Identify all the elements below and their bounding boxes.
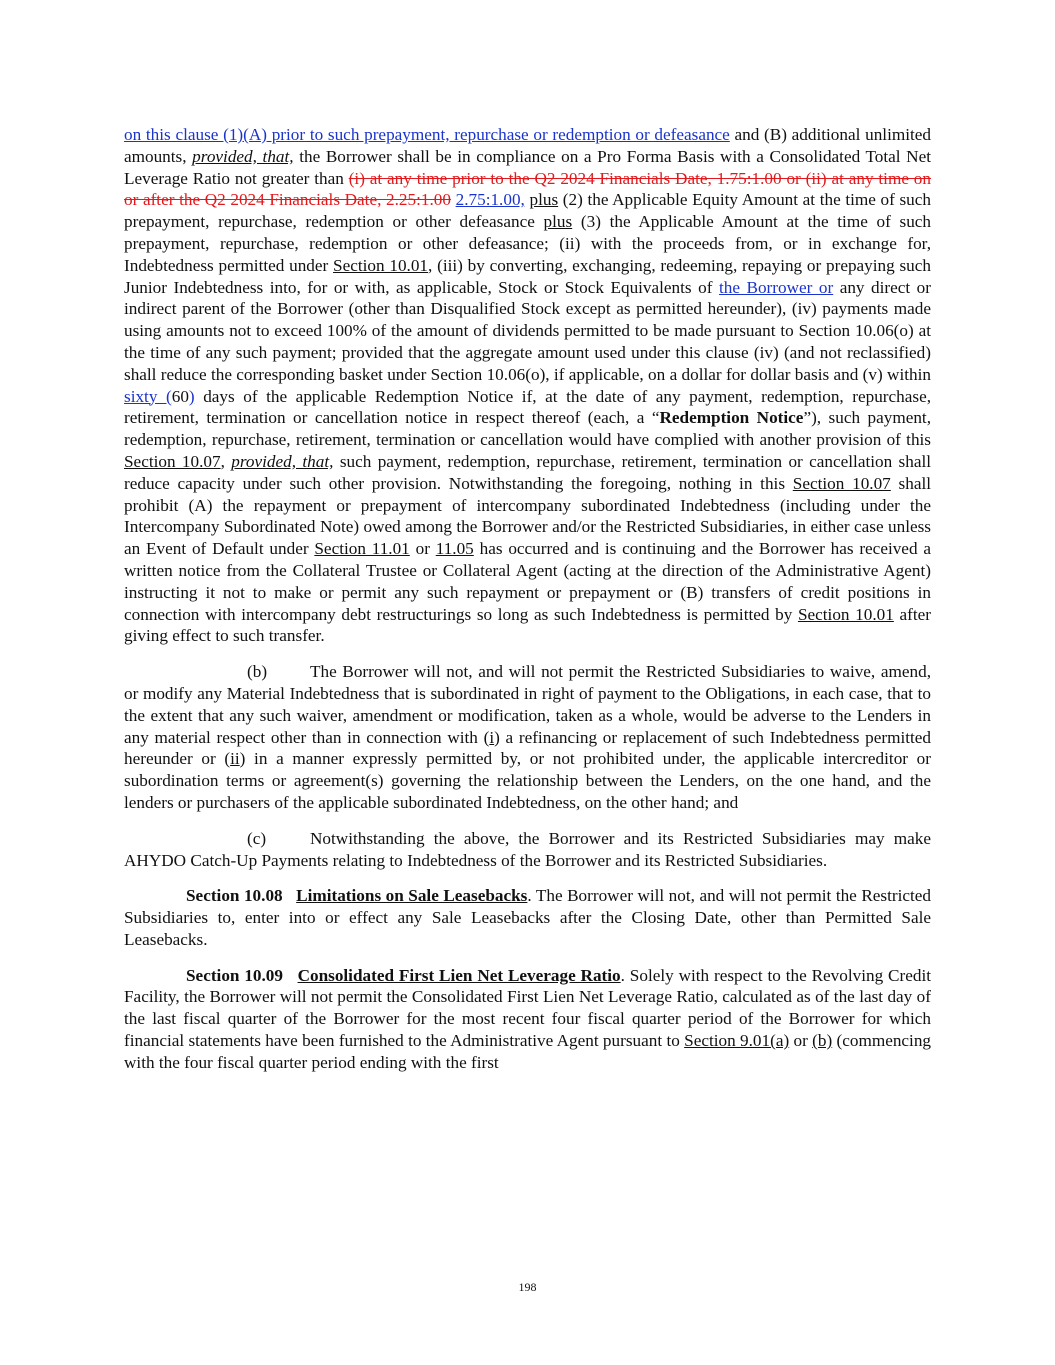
section-title: Limitations on Sale Leasebacks [296,886,528,906]
text-run: days of the applicable Redemption Notice if, at the date of any payment, redemption, repurchase, retirement, termination or cancellation notice in respect thereof (each, a “ [124,386,931,428]
text-run: . Solely with respect to the Revolving Credit Facility, the Borrower will not permit the Consolidated First Lien Net Leverage Ratio, calculated as of the last day of the last fiscal quarter of the Borrower for the most recent four fiscal quarter period of the Borrower for which financial statements have been furnished to the Administrative Agent pursuant to [124,965,932,1051]
text-run: any direct or indirect parent of the Borrower (other than Disqualified Stock except as permitted hereunder), (iv) payments made using amounts not to exceed 100% of the amount of dividends permitted to be made pursuant to Section 10.06(o) at the time of any such payment; provided that the aggregate amount used under this clause (iv) (and not reclassified) shall reduce the corresponding basket under Section 10.06(o), if applicable, on a dollar for dollar basis and (v) within [124,277,931,384]
section-number: Section 10.09 [186,965,283,985]
text-run: or [789,1031,813,1051]
text-run: ) a refinancing or replacement of such Indebtedness permitted hereunder or ( [124,727,931,769]
paragraph-10-07-b [124,661,931,814]
section-reference: Section 10.07 [792,473,891,493]
text-run: shall prohibit (A) the repayment or prepayment of intercompany subordinated Indebtedness (including under the Intercompany Subordinated Note) owed among the Borrower and/or the Restricted Subsidiaries, in either case unless an Event of Default under [124,473,932,559]
section-10-08 [124,885,931,950]
paragraph-10-07-a-continued [124,124,931,647]
text-run: ) in a manner expressly permitted by, or not prohibited under, the applicable intercreditor or subordination terms or agreement(s) governing the relationship between the Lenders, on the one hand, and the lenders or purchasers of the applicable subordinated Indebtedness, on the other hand; and [124,749,931,812]
plus-term: plus [543,212,573,232]
text-run: , [220,451,232,471]
section-title: Consolidated First Lien Net Leverage Ratio [297,965,621,985]
inserted-text: ) [188,386,195,406]
section-reference: 11.05 [435,539,474,559]
text-run: The Borrower will not, and will not permit the Restricted Subsidiaries to waive, amend, or modify any Material Indebtedness that is subordinated in right of payment to the Obligations, in each case, that to the extent that any such waiver, amendment or modification, taken as a whole, would be adverse to the Lenders in any material respect other than in connection with ( [124,662,931,747]
provided-that: provided, that, [192,146,294,166]
section-reference: Section 9.01(a) [684,1031,790,1051]
text-run: such payment, redemption, repurchase, retirement, termination or cancellation shall reduce capacity under such other provision. Notwithstanding the foregoing, nothing in this [124,451,932,493]
inserted-text: sixty ( [124,386,172,406]
page-number: 198 [518,1280,537,1294]
text-run: the Borrower shall be in compliance on a Pro Forma Basis with a Consolidated Total Net Leverage Ratio not greater than [124,146,931,188]
section-reference: (b) [812,1031,833,1051]
inserted-text: 2.75:1.00, [455,190,525,210]
text-run: . The Borrower will not, and will not permit the Restricted Subsidiaries to, enter into or effect any Sale Leasebacks after the Closing Date, other than Permitted Sale Leasebacks. [124,886,931,949]
text-run: or [409,539,436,559]
text-run: ”), such payment, redemption, repurchase, retirement, termination or cancellation would have complied with another provision of this [124,408,931,450]
clause-roman: ii [230,749,240,769]
text-run: after giving effect to such transfer. [124,604,931,646]
clause-label: (c) [247,828,267,848]
provided-that: provided, that, [231,451,334,471]
section-reference: Section 10.01 [333,255,429,275]
defined-term: Redemption Notice [659,408,804,428]
section-number: Section 10.08 [186,886,283,906]
text-run: (2) the Applicable Equity Amount at the time of such prepayment, repurchase, redemption or other defeasance [124,190,931,232]
document-page [124,124,931,1088]
text-run: and (B) additional unlimited amounts, [124,125,931,166]
text-run: Notwithstanding the above, the Borrower and its Restricted Subsidiaries may make AHYDO Catch-Up Payments relating to Indebtedness of the Borrower and its Restricted Subsidiaries. [124,828,931,870]
section-reference: Section 10.07 [124,451,221,471]
text-run: (commencing with the four fiscal quarter period ending with the first [124,1031,932,1072]
clause-label: (b) [247,662,268,682]
clause-roman: i [489,727,495,747]
plus-term: plus [529,190,559,210]
paragraph-10-07-c [124,828,931,872]
text-run: has occurred and is continuing and the Borrower has received a written notice from the Collateral Trustee or Collateral Agent (acting at the direction of the Administrative Agent) instructing it not to make or permit any such repayment or prepayment or (B) transfers of credit positions in connection with intercompany debt restructurings so long as such Indebtedness is permitted by [124,539,931,624]
text-run: (3) the Applicable Amount at the time of such prepayment, repurchase, redemption or other defeasance; (ii) with the proceeds from, or in exchange for, Indebtedness permitted under [124,212,932,275]
section-reference: Section 10.01 [797,604,894,624]
inserted-text: the Borrower or [718,277,834,297]
inserted-text: on this clause (1)(A) prior to such prepayment, repurchase or redemption or defeasance [124,125,730,144]
section-10-09 [124,965,931,1074]
text-run: 60 [171,386,189,406]
text-run: , (iii) by converting, exchanging, redeeming, repaying or prepaying such Junior Indebtedness into, for or with, as applicable, Stock or Stock Equivalents of [124,255,931,297]
deleted-text: (i) at any time prior to the Q2 2024 Financials Date, 1.75:1.00 or (ii) at any time on or after the Q2 2024 Financials Date, 2.25:1.00 [124,168,931,210]
section-reference: Section 11.01 [314,539,410,559]
